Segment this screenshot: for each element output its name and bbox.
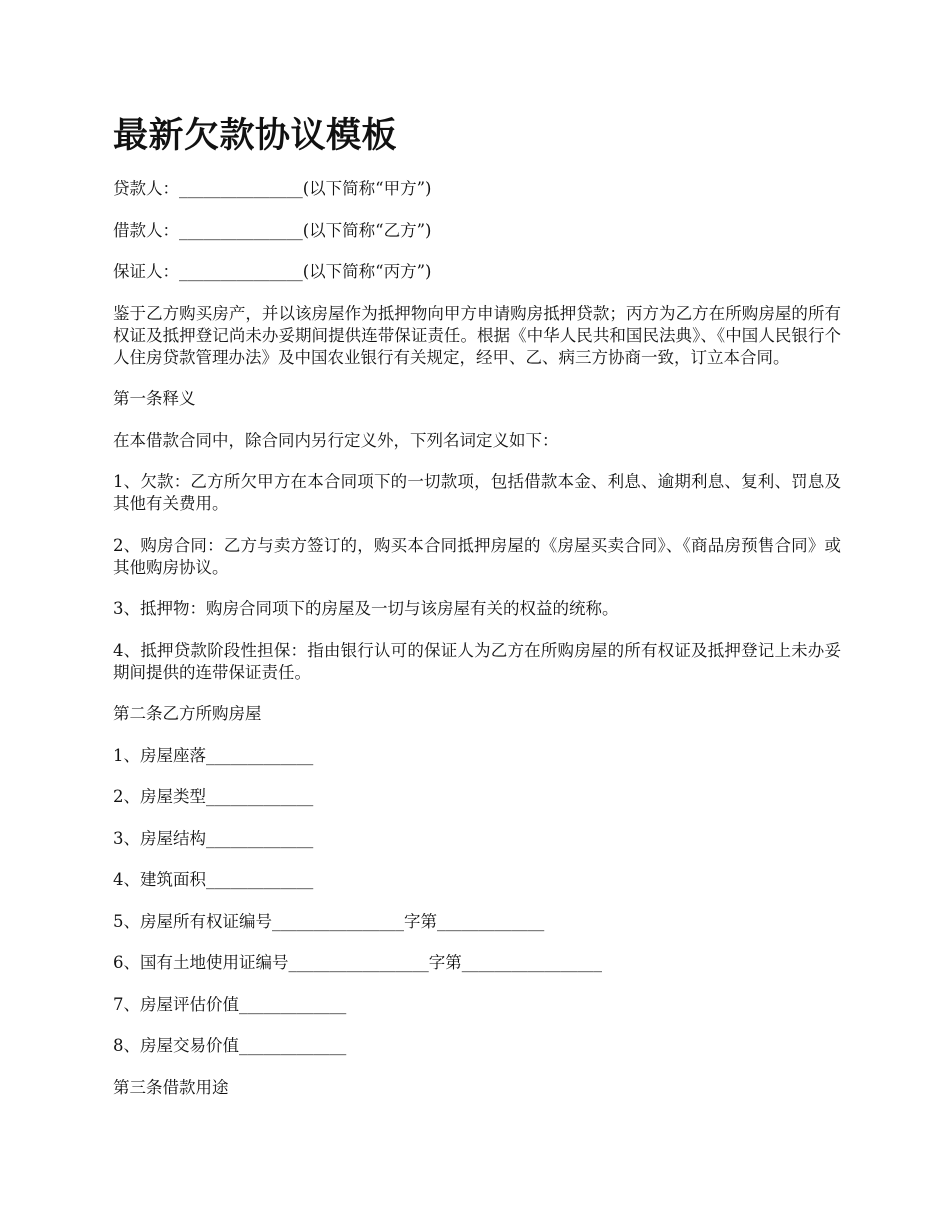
borrower-line: 借款人：_______________(以下简称“乙方”) xyxy=(113,220,432,240)
article-3-heading: 第三条借款用途 xyxy=(113,1077,229,1097)
house-field-item: 7、房屋评估价值_____________ xyxy=(113,994,347,1014)
document-title: 最新欠款协议模板 xyxy=(113,115,398,156)
guarantor-line: 保证人：_______________(以下简称“丙方”) xyxy=(113,262,432,281)
house-field-item: 4、建筑面积_____________ xyxy=(113,870,314,889)
article-2-heading: 第二条乙方所购房屋 xyxy=(113,704,262,723)
house-field-item: 6、国有土地使用证编号_________________字第_________________ xyxy=(113,953,602,972)
house-field-item: 3、房屋结构_____________ xyxy=(113,828,314,848)
definition-item: 1、欠款：乙方所欠甲方在本合同项下的一切款项，包括借款本金、利息、逾期利息、复利、罚息及其他有关费用。 xyxy=(113,472,841,513)
house-field-item: 1、房屋座落_____________ xyxy=(113,745,314,765)
lender-line: 贷款人：_______________(以下简称“甲方”) xyxy=(113,179,432,198)
article-1-heading: 第一条释义 xyxy=(113,389,196,408)
definition-item: 2、购房合同：乙方与卖方签订的，购买本合同抵押房屋的《房屋买卖合同》、《商品房预售合同》或其他购房协议。 xyxy=(113,535,841,577)
house-field-item: 2、房屋类型_____________ xyxy=(113,787,314,806)
house-field-item: 8、房屋交易价值_____________ xyxy=(113,1036,347,1055)
house-field-item: 5、房屋所有权证编号________________字第_____________ xyxy=(113,911,545,931)
definitions-intro: 在本借款合同中，除合同内另行定义外，下列名词定义如下： xyxy=(113,430,559,450)
definition-item: 3、抵押物：购房合同项下的房屋及一切与该房屋有关的权益的统称。 xyxy=(113,599,619,618)
document-page xyxy=(113,112,841,1118)
preamble-paragraph: 鉴于乙方购买房产，并以该房屋作为抵押物向甲方申请购房抵押贷款；丙方为乙方在所购房屋的所有权证及抵押登记尚未办妥期间提供连带保证责任。根据《中华人民共和国民法典》、《中国人民银行个人住房贷款管理办法》及中国农业银行有关规定，经甲、乙、病三方协商一致，订立本合同。 xyxy=(113,303,841,367)
definition-item: 4、抵押贷款阶段性担保：指由银行认可的保证人为乙方在所购房屋的所有权证及抵押登记上未办妥期间提供的连带保证责任。 xyxy=(113,640,841,682)
